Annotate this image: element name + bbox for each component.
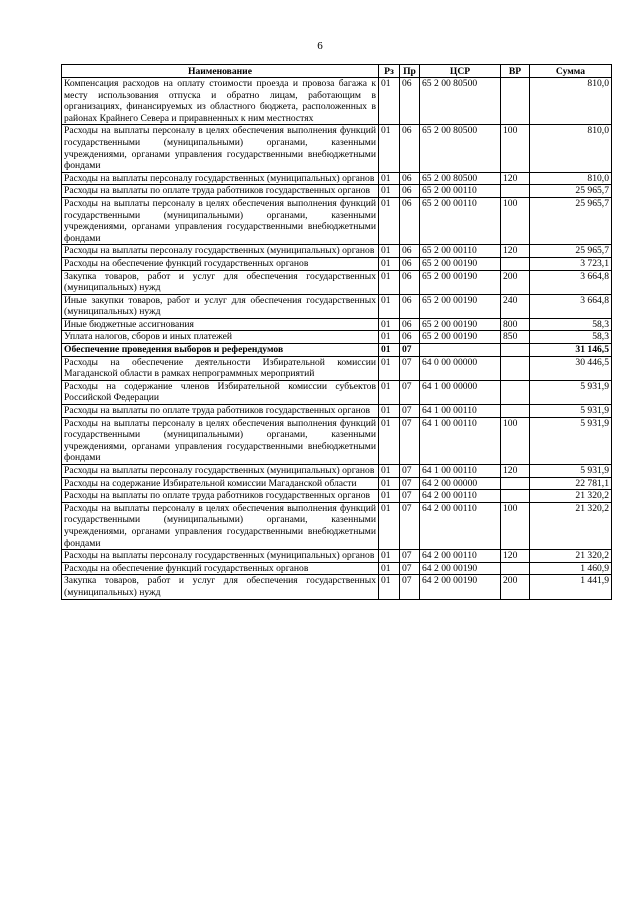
cell-csr: 64 2 00 00190: [420, 562, 501, 575]
cell-vr: [501, 257, 530, 270]
cell-name: Расходы на выплаты персоналу в целях обеспечения выполнения функций государственными (муниципальными) органами, казенными учреждениями, органами управления государственными внебюджетными фондами: [62, 417, 379, 464]
cell-name: Расходы на обеспечение функций государственных органов: [62, 257, 379, 270]
cell-sum: 3 664,8: [530, 270, 612, 294]
table-header: [62, 65, 612, 78]
page-number: 6: [317, 40, 323, 52]
cell-vr: 850: [501, 331, 530, 344]
table-row: [62, 380, 612, 404]
cell-name: Иные бюджетные ассигнования: [62, 318, 379, 331]
cell-vr: [501, 78, 530, 125]
cell-name: Закупка товаров, работ и услуг для обеспечения государственных (муниципальных) нужд: [62, 270, 379, 294]
cell-csr: 65 2 00 80500: [420, 172, 501, 185]
cell-name: Расходы на обеспечение функций государственных органов: [62, 562, 379, 575]
cell-pr: 07: [400, 575, 420, 599]
cell-vr: [501, 380, 530, 404]
cell-csr: 65 2 00 00110: [420, 245, 501, 258]
cell-rz: 01: [379, 125, 400, 172]
column-header-name: Наименование: [62, 65, 379, 78]
cell-pr: 06: [400, 185, 420, 198]
table-row: [62, 78, 612, 125]
cell-rz: 01: [379, 270, 400, 294]
cell-vr: 200: [501, 270, 530, 294]
table-row: [62, 344, 612, 357]
cell-csr: 65 2 00 00190: [420, 318, 501, 331]
cell-name: Компенсация расходов на оплату стоимости проезда и провоза багажа к месту использования отпуска и обратно лицам, работающим в организациях, финансируемых из областного бюджета, расположенных в районах Крайнего Севера и приравненных к ним местностях: [62, 78, 379, 125]
table-row: [62, 356, 612, 380]
cell-csr: 65 2 00 00190: [420, 331, 501, 344]
cell-sum: 21 320,2: [530, 550, 612, 563]
table-body: [62, 78, 612, 600]
cell-rz: 01: [379, 417, 400, 464]
cell-csr: 65 2 00 00190: [420, 257, 501, 270]
cell-sum: 21 320,2: [530, 502, 612, 549]
cell-pr: 07: [400, 490, 420, 503]
cell-sum: 3 723,1: [530, 257, 612, 270]
table-row: [62, 257, 612, 270]
cell-pr: 07: [400, 477, 420, 490]
cell-rz: 01: [379, 344, 400, 357]
table-row: [62, 562, 612, 575]
cell-sum: 5 931,9: [530, 380, 612, 404]
column-header-pr: Пр: [400, 65, 420, 78]
cell-sum: 5 931,9: [530, 417, 612, 464]
cell-csr: 65 2 00 00190: [420, 270, 501, 294]
table-row: [62, 294, 612, 318]
cell-rz: 01: [379, 502, 400, 549]
cell-pr: 06: [400, 294, 420, 318]
cell-csr: 65 2 00 00110: [420, 197, 501, 244]
cell-name: Расходы на содержание Избирательной комиссии Магаданской области: [62, 477, 379, 490]
cell-pr: 07: [400, 502, 420, 549]
table-row: [62, 550, 612, 563]
cell-rz: 01: [379, 331, 400, 344]
cell-pr: 07: [400, 380, 420, 404]
cell-csr: 64 1 00 00110: [420, 465, 501, 478]
cell-vr: [501, 344, 530, 357]
table-row: [62, 270, 612, 294]
table-row: [62, 477, 612, 490]
cell-pr: 06: [400, 125, 420, 172]
cell-csr: 65 2 00 00190: [420, 294, 501, 318]
cell-vr: [501, 477, 530, 490]
cell-sum: 21 320,2: [530, 490, 612, 503]
cell-pr: 06: [400, 197, 420, 244]
cell-rz: 01: [379, 257, 400, 270]
cell-sum: 25 965,7: [530, 197, 612, 244]
cell-name: Обеспечение проведения выборов и референдумов: [62, 344, 379, 357]
cell-rz: 01: [379, 380, 400, 404]
table-row: [62, 465, 612, 478]
header-row: [62, 65, 612, 78]
cell-sum: 5 931,9: [530, 465, 612, 478]
cell-name: Закупка товаров, работ и услуг для обеспечения государственных (муниципальных) нужд: [62, 575, 379, 599]
column-header-csr: ЦСР: [420, 65, 501, 78]
cell-name: Расходы на выплаты персоналу в целях обеспечения выполнения функций государственными (муниципальными) органами, казенными учреждениями, органами управления государственными внебюджетными фондами: [62, 502, 379, 549]
cell-vr: 800: [501, 318, 530, 331]
cell-vr: 200: [501, 575, 530, 599]
cell-pr: 07: [400, 356, 420, 380]
cell-rz: 01: [379, 490, 400, 503]
table-row: [62, 502, 612, 549]
cell-sum: 58,3: [530, 331, 612, 344]
cell-csr: 64 2 00 00110: [420, 490, 501, 503]
cell-vr: [501, 490, 530, 503]
cell-name: Расходы на выплаты персоналу государственных (муниципальных) органов: [62, 245, 379, 258]
cell-pr: 07: [400, 562, 420, 575]
table-row: [62, 125, 612, 172]
cell-rz: 01: [379, 197, 400, 244]
cell-vr: 240: [501, 294, 530, 318]
cell-csr: 65 2 00 80500: [420, 78, 501, 125]
cell-vr: 120: [501, 465, 530, 478]
cell-sum: 25 965,7: [530, 245, 612, 258]
table-row: [62, 318, 612, 331]
cell-vr: 120: [501, 245, 530, 258]
cell-sum: 30 446,5: [530, 356, 612, 380]
cell-sum: 1 441,9: [530, 575, 612, 599]
cell-pr: 06: [400, 172, 420, 185]
cell-sum: 1 460,9: [530, 562, 612, 575]
cell-name: Расходы на выплаты персоналу в целях обеспечения выполнения функций государственными (муниципальными) органами, казенными учреждениями, органами управления государственными внебюджетными фондами: [62, 125, 379, 172]
cell-rz: 01: [379, 172, 400, 185]
cell-vr: 120: [501, 172, 530, 185]
cell-name: Расходы на выплаты персоналу государственных (муниципальных) органов: [62, 550, 379, 563]
cell-rz: 01: [379, 245, 400, 258]
cell-rz: 01: [379, 318, 400, 331]
cell-name: Расходы на обеспечение деятельности Избирательной комиссии Магаданской области в рамках непрограммных мероприятий: [62, 356, 379, 380]
cell-sum: 31 146,5: [530, 344, 612, 357]
column-header-rz: Рз: [379, 65, 400, 78]
cell-vr: [501, 185, 530, 198]
cell-pr: 06: [400, 245, 420, 258]
cell-csr: 64 1 00 00000: [420, 380, 501, 404]
cell-rz: 01: [379, 562, 400, 575]
cell-csr: 64 1 00 00110: [420, 417, 501, 464]
cell-vr: 100: [501, 197, 530, 244]
cell-sum: 810,0: [530, 78, 612, 125]
cell-rz: 01: [379, 465, 400, 478]
cell-vr: [501, 405, 530, 418]
cell-rz: 01: [379, 575, 400, 599]
cell-pr: 06: [400, 331, 420, 344]
cell-vr: 100: [501, 417, 530, 464]
cell-csr: 65 2 00 80500: [420, 125, 501, 172]
cell-vr: 100: [501, 125, 530, 172]
cell-name: Иные закупки товаров, работ и услуг для обеспечения государственных (муниципальных) нужд: [62, 294, 379, 318]
cell-pr: 06: [400, 257, 420, 270]
cell-rz: 01: [379, 78, 400, 125]
cell-name: Расходы на выплаты персоналу государственных (муниципальных) органов: [62, 172, 379, 185]
cell-name: Расходы на выплаты по оплате труда работников государственных органов: [62, 405, 379, 418]
cell-rz: 01: [379, 294, 400, 318]
table-row: [62, 331, 612, 344]
cell-sum: 810,0: [530, 172, 612, 185]
table-row: [62, 405, 612, 418]
cell-name: Уплата налогов, сборов и иных платежей: [62, 331, 379, 344]
cell-vr: [501, 562, 530, 575]
cell-pr: 07: [400, 465, 420, 478]
cell-vr: 100: [501, 502, 530, 549]
cell-rz: 01: [379, 405, 400, 418]
cell-sum: 22 781,1: [530, 477, 612, 490]
cell-pr: 07: [400, 344, 420, 357]
cell-name: Расходы на выплаты по оплате труда работников государственных органов: [62, 490, 379, 503]
column-header-sum: Сумма: [530, 65, 612, 78]
cell-sum: 58,3: [530, 318, 612, 331]
cell-name: Расходы на выплаты персоналу в целях обеспечения выполнения функций государственными (муниципальными) органами, казенными учреждениями, органами управления государственными внебюджетными фондами: [62, 197, 379, 244]
cell-csr: 64 2 00 00000: [420, 477, 501, 490]
cell-sum: 810,0: [530, 125, 612, 172]
cell-pr: 06: [400, 78, 420, 125]
cell-csr: 64 1 00 00110: [420, 405, 501, 418]
cell-csr: 65 2 00 00110: [420, 185, 501, 198]
cell-rz: 01: [379, 356, 400, 380]
cell-pr: 06: [400, 318, 420, 331]
cell-csr: 64 2 00 00110: [420, 502, 501, 549]
budget-table: [61, 64, 612, 600]
cell-rz: 01: [379, 550, 400, 563]
cell-vr: 120: [501, 550, 530, 563]
cell-sum: 5 931,9: [530, 405, 612, 418]
cell-pr: 07: [400, 417, 420, 464]
cell-rz: 01: [379, 477, 400, 490]
table-row: [62, 490, 612, 503]
cell-sum: 3 664,8: [530, 294, 612, 318]
cell-name: Расходы на выплаты персоналу государственных (муниципальных) органов: [62, 465, 379, 478]
cell-vr: [501, 356, 530, 380]
cell-csr: 64 2 00 00110: [420, 550, 501, 563]
table-row: [62, 417, 612, 464]
table-row: [62, 575, 612, 599]
cell-csr: 64 2 00 00190: [420, 575, 501, 599]
cell-sum: 25 965,7: [530, 185, 612, 198]
table-row: [62, 185, 612, 198]
column-header-vr: ВР: [501, 65, 530, 78]
cell-pr: 07: [400, 405, 420, 418]
cell-pr: 06: [400, 270, 420, 294]
cell-name: Расходы на содержание членов Избирательной комиссии субъектов Российской Федерации: [62, 380, 379, 404]
cell-csr: 64 0 00 00000: [420, 356, 501, 380]
cell-rz: 01: [379, 185, 400, 198]
cell-csr: [420, 344, 501, 357]
table-row: [62, 245, 612, 258]
table-row: [62, 172, 612, 185]
table-row: [62, 197, 612, 244]
cell-pr: 07: [400, 550, 420, 563]
cell-name: Расходы на выплаты по оплате труда работников государственных органов: [62, 185, 379, 198]
